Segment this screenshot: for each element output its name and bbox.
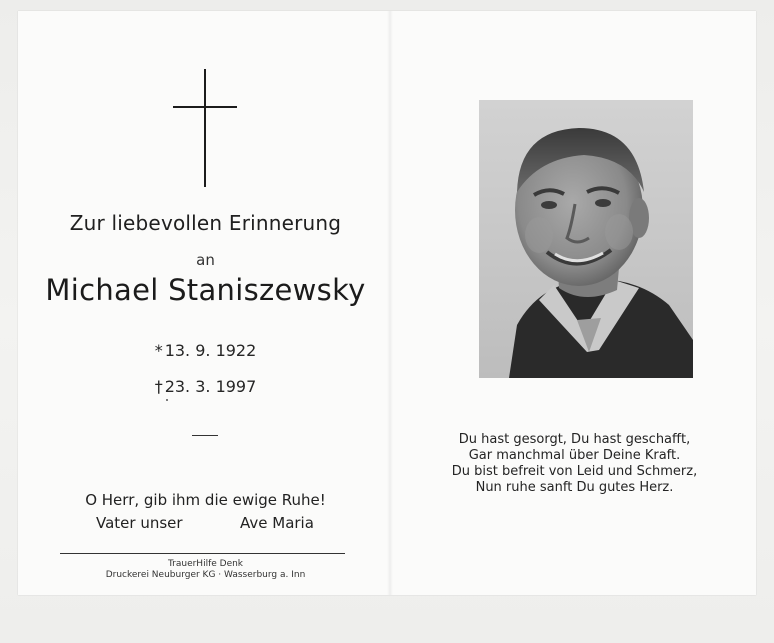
printer-text: Druckerei Neuburger KG · Wasserburg a. Inn: [105, 570, 306, 580]
vater-unser-text: Vater unser: [96, 514, 183, 532]
memorial-card: [18, 11, 756, 595]
printer-divider: [60, 553, 345, 554]
portrait-photo: [479, 100, 693, 378]
prayer-text: O Herr, gib ihm die ewige Ruhe!: [85, 491, 326, 509]
verse-line: Du hast gesorgt, Du hast geschafft,: [458, 432, 691, 447]
left-page: [18, 11, 387, 595]
cross-vertical-bar: [204, 69, 206, 187]
cross-horizontal-bar: [173, 106, 237, 108]
verse-line: Nun ruhe sanft Du gutes Herz.: [475, 480, 674, 495]
portrait-illustration: [479, 100, 693, 378]
an-text: an: [196, 251, 215, 269]
birth-symbol: *: [154, 341, 163, 360]
birth-line: [18, 341, 393, 360]
birth-date: 13. 9. 1922: [164, 341, 257, 360]
right-page: [387, 11, 756, 595]
death-date: 23. 3. 1997: [164, 377, 257, 396]
ave-maria-text: Ave Maria: [240, 514, 314, 532]
verse-line: Du bist befreit von Leid und Schmerz,: [451, 464, 698, 479]
verse-block: [387, 432, 762, 496]
memory-heading: Zur liebevollen Erinnerung: [69, 211, 342, 235]
cross-icon: [173, 69, 237, 187]
deceased-name: Michael Staniszewsky: [45, 273, 366, 307]
death-line: [18, 377, 393, 396]
verse-line: Gar manchmal über Deine Kraft.: [468, 448, 681, 463]
ink-speck: [166, 399, 168, 401]
death-symbol: †: [154, 377, 163, 396]
funeral-home-text: TrauerHilfe Denk: [167, 559, 244, 569]
short-divider: [192, 435, 218, 436]
